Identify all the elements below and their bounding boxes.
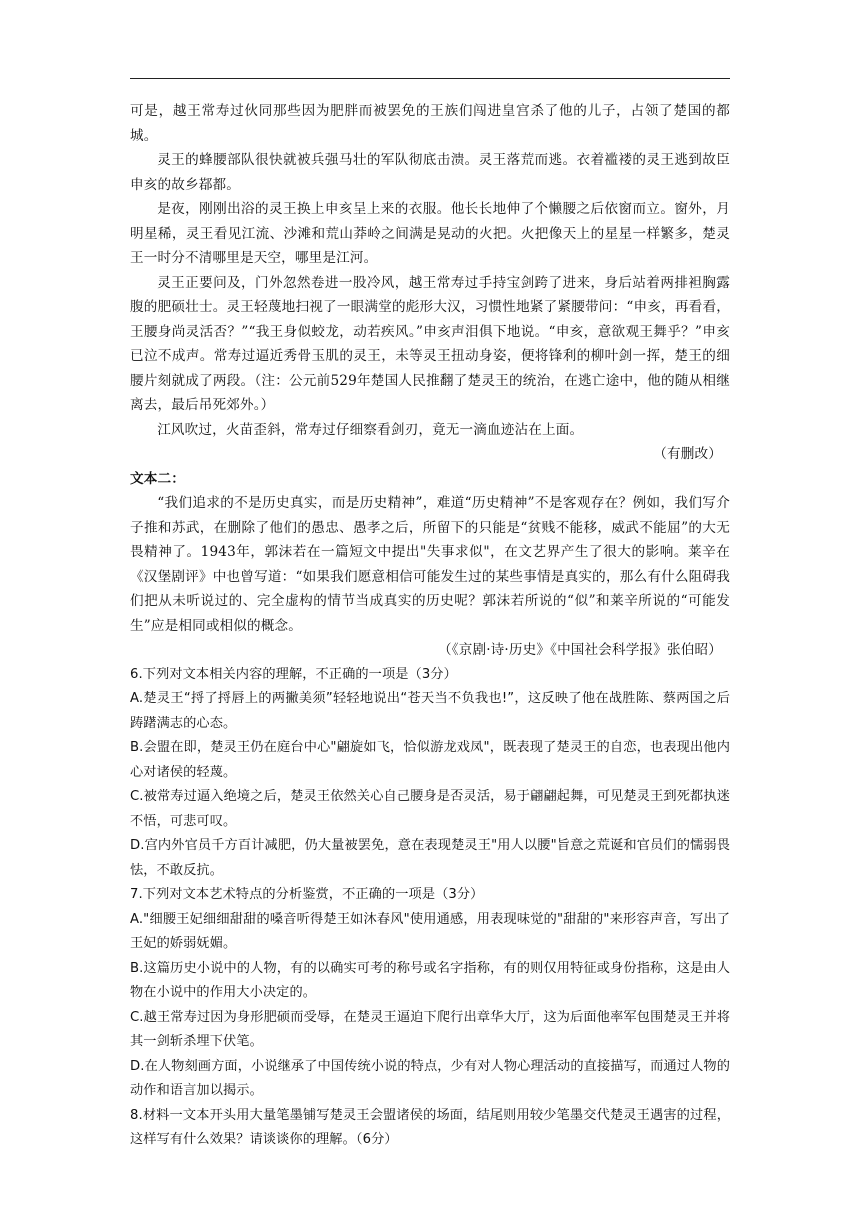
text1-paragraph-2: 灵王的蜂腰部队很快就被兵强马壮的军队彻底击溃。灵王落荒而逃。衣着褴褛的灵王逃到故臣申亥的故乡鄀都。 — [130, 152, 730, 193]
text1-paragraph-5: 江风吹过，火苗歪斜，常寿过仔细察看剑刃，竟无一滴血迹沾在上面。 — [157, 421, 584, 438]
text2-source: （《京剧·诗·历史》《中国社会科学报》张伯昭） — [438, 642, 722, 658]
question-6-stem: 6.下列对文本相关内容的理解，不正确的一项是（3分） — [130, 666, 457, 682]
question-6-option-b: B.会盟在即，楚灵王仍在庭台中心"翩旋如飞，恰似游龙戏凤"，既表现了楚灵王的自恋，也表现出他内心对诸侯的轻蔑。 — [130, 740, 730, 780]
question-7-option-c: C.越王常寿过因为身形肥硕而受辱，在楚灵王逼迫下爬行出章华大厅，这为后面他率军包围楚灵王并将其一剑斩杀埋下伏笔。 — [130, 1009, 730, 1049]
question-7-option-b: B.这篇历史小说中的人物，有的以确实可考的称号或名字指称，有的则仅用特征或身份指称，这是由人物在小说中的作用大小决定的。 — [130, 960, 730, 1000]
question-7-option-a: A."细腰王妃细细甜甜的嗓音听得楚王如沐春风"使用通感，用表现味觉的"甜甜的"来形容声音，写出了王妃的娇弱妩媚。 — [130, 911, 730, 951]
text1-paragraph-4: 灵王正要问及，门外忽然卷进一股冷风，越王常寿过手持宝剑跨了进来，身后站着两排袒胸露腹的肥硕壮士。灵王轻蔑地扫视了一眼满堂的彪形大汉，习惯性地紧了紧腰带问：“申亥，再看看，王腰身尚灵活否？”“我王身似蛟龙，动若疾风。”申亥声泪俱下地说。“申亥，意欲观王舞乎？”申亥已泣不成声。常寿过逼近秀骨玉肌的灵王，未等灵王扭动身姿，便将锋利的柳叶剑一挥，楚王的细腰片刻就成了两段。（注：公元前529年楚国人民推翻了楚灵王的统治，在逃亡途中，他的随从相继离去，最后吊死郊外。） — [130, 274, 730, 413]
document-body — [130, 99, 730, 1153]
question-7-option-d: D.在人物刻画方面，小说继承了中国传统小说的特点，少有对人物心理活动的直接描写，而通过人物的动作和语言加以揭示。 — [130, 1058, 730, 1098]
question-7-stem: 7.下列对文本艺术特点的分析鉴赏，不正确的一项是（3分） — [130, 887, 484, 902]
text1-paragraph-1: 可是，越王常寿过伙同那些因为肥胖而被罢免的王族们闯进皇宫杀了他的儿子，占领了楚国的都城。 — [130, 103, 730, 144]
question-8-stem: 8.材料一文本开头用大量笔墨铺写楚灵王会盟诸侯的场面，结尾则用较少笔墨交代楚灵王遇害的过程，这样写有什么效果？请谈谈你的理解。（6分） — [130, 1107, 730, 1147]
text1-paragraph-3: 是夜，刚刚出浴的灵王换上申亥呈上来的衣服。他长长地伸了个懒腰之后依窗而立。窗外，月明星稀，灵王看见江流、沙滩和荒山莽岭之间满是晃动的火把。火把像天上的星星一样繁多，楚灵王一时分不清哪里是天空，哪里是江河。 — [130, 201, 730, 266]
text1-note: （有删改） — [653, 446, 722, 462]
question-6-option-c: C.被常寿过逼入绝境之后，楚灵王依然关心自己腰身是否灵活，易于翩翩起舞，可见楚灵王到死都执迷不悟，可悲可叹。 — [130, 789, 730, 829]
text2-body: “我们追求的不是历史真实，而是历史精神”，难道“历史精神”不是客观存在？例如，我们写介子推和苏武，在删除了他们的愚忠、愚孝之后，所留下的只能是“贫贱不能移，威武不能屈”的大无畏精神了。1943年，郭沫若在一篇短文中提出"失事求似"，在文艺界产生了很大的影响。莱辛在《汉堡剧评》中也曾写道：“如果我们愿意相信可能发生过的某些事情是真实的，那么有什么阻碍我们把从未听说过的、完全虚构的情节当成真实的历史呢？郭沫若所说的“似”和莱辛所说的“可能发生”应是相同或相似的概念。 — [130, 495, 730, 634]
question-6-option-a: A.楚灵王“捋了捋唇上的两撇美须”轻轻地说出“苍天当不负我也!”，这反映了他在战胜陈、蔡两国之后踌躇满志的心态。 — [130, 691, 730, 731]
text2-heading: 文本二： — [130, 470, 185, 487]
header-rule — [130, 78, 730, 79]
question-6-option-d: D.宫内外官员千方百计减肥，仍大量被罢免，意在表现楚灵王"用人以腰"旨意之荒诞和官员们的懦弱畏怯，不敢反抗。 — [130, 838, 730, 878]
